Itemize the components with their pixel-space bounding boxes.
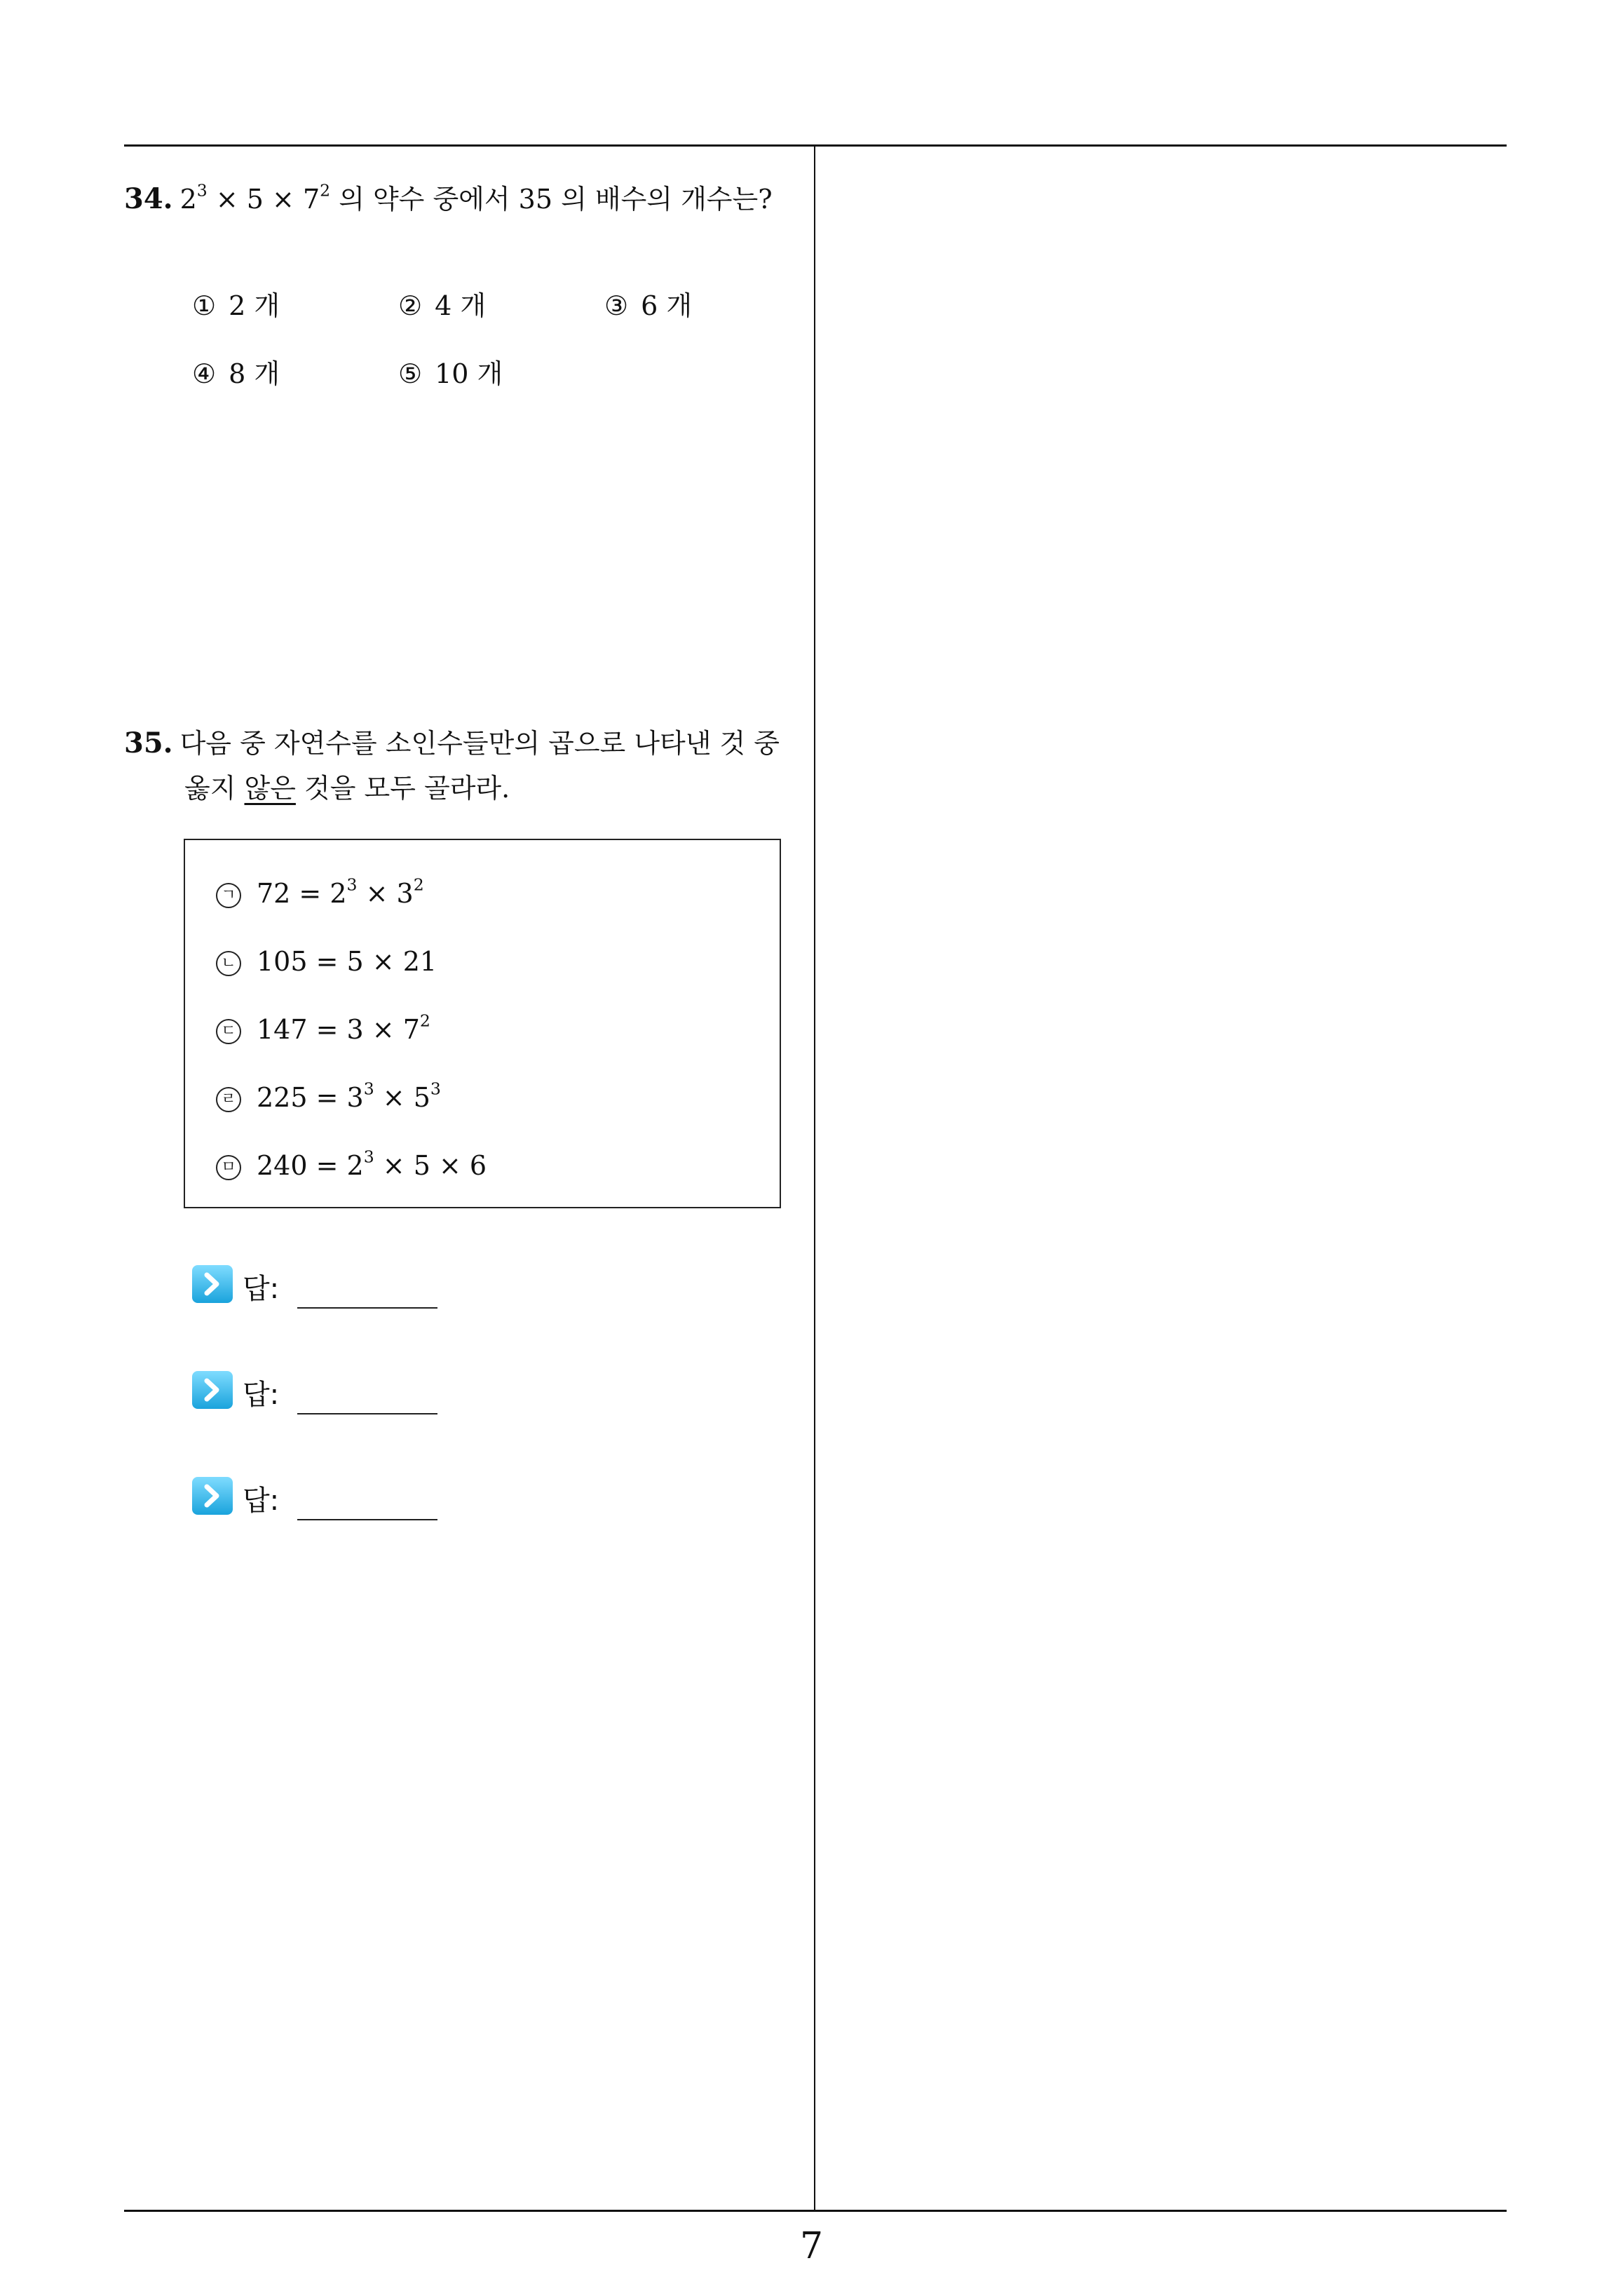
top-rule	[124, 144, 1507, 147]
question-35	[124, 721, 804, 811]
question-stem: $2^3 \times 5 \times 7^2$ 의 약수 중에서 35 의 배수의 개수는?	[179, 180, 773, 215]
chevron-right-icon	[192, 1477, 233, 1515]
choice-3[interactable]: ③ 6 개	[604, 290, 693, 321]
answer-blank[interactable]	[297, 1307, 437, 1309]
statement-mark: ㄱ	[216, 883, 241, 908]
question-number: 34.	[124, 182, 173, 215]
question-34	[124, 177, 804, 222]
statement-mark: ㄷ	[216, 1019, 241, 1044]
answer-label: 답:	[243, 1379, 280, 1411]
choice-1[interactable]: ① 2 개	[192, 290, 280, 321]
statement-mark: ㅁ	[216, 1155, 241, 1180]
chevron-right-icon	[192, 1265, 233, 1303]
statement-5: ㅁ $240 = 2^3 \times 5 \times 6$	[216, 1150, 487, 1181]
statement-mark: ㄹ	[216, 1087, 241, 1112]
question-stem-line1: 35. 다음 중 자연수를 소인수들만의 곱으로 나타낸 것 중	[124, 727, 780, 759]
choice-5[interactable]: ⑤ 10 개	[398, 358, 503, 389]
answer-blank[interactable]	[297, 1413, 437, 1414]
answer-label: 답:	[243, 1273, 280, 1305]
statement-4: ㄹ $225 = 3^3 \times 5^3$	[216, 1082, 441, 1113]
chevron-right-icon	[192, 1371, 233, 1409]
statement-box	[184, 839, 781, 1208]
column-divider	[814, 144, 815, 2212]
statement-2: ㄴ 105 = 5 × 21	[216, 946, 437, 977]
statement-1: ㄱ $72 = 2^3 \times 3^2$	[216, 878, 424, 909]
question-number: 35.	[124, 727, 173, 759]
question-stem-line2: 옳지 않은 것을 모두 골라라.	[184, 773, 510, 804]
answer-label: 답:	[243, 1485, 280, 1517]
choice-2[interactable]: ② 4 개	[398, 290, 487, 321]
choice-4[interactable]: ④ 8 개	[192, 358, 280, 389]
answer-blank[interactable]	[297, 1519, 437, 1520]
bottom-rule	[124, 2210, 1507, 2212]
statement-3: ㄷ $147 = 3 \times 7^2$	[216, 1014, 430, 1045]
page-number: 7	[799, 2225, 824, 2267]
statement-mark: ㄴ	[216, 951, 241, 976]
